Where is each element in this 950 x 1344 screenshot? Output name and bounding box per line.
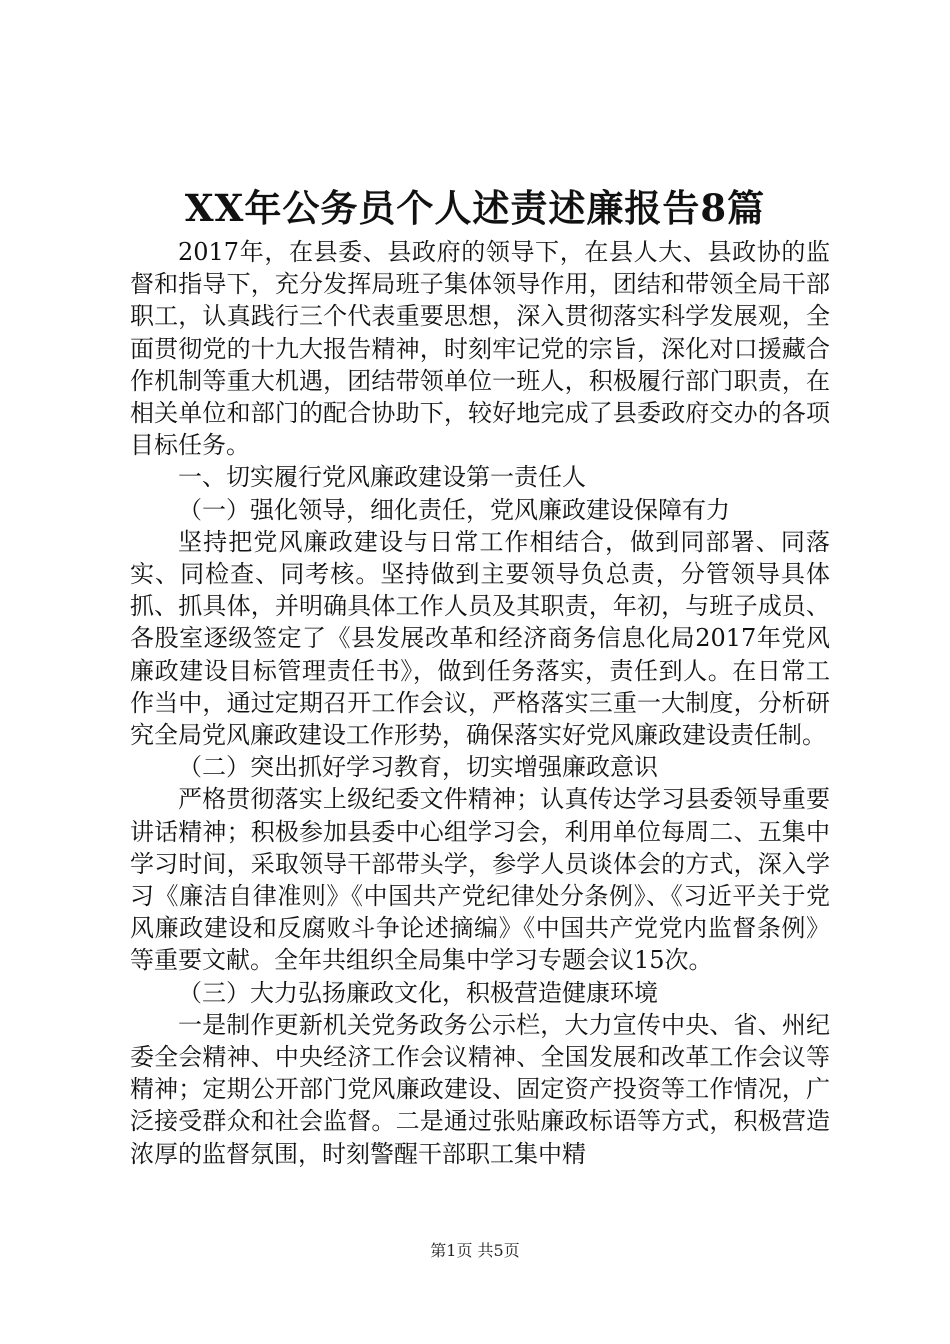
paragraph-body-3: 一是制作更新机关党务政务公示栏，大力宣传中央、省、州纪委全会精神、中央经济工作会议精神、全国发展和改革工作会议等精神；定期公开部门党风廉政建设、固定资产投资等工作情况，广泛接受群众和社会监督。二是通过张贴廉政标语等方式，积极营造浓厚的监督氛围，时刻警醒干部职工集中精 <box>130 1010 830 1168</box>
paragraph-intro: 2017年，在县委、县政府的领导下，在县人大、县政协的监督和指导下，充分发挥局班子集体领导作用，团结和带领全局干部职工，认真践行三个代表重要思想，深入贯彻落实科学发展观，全面贯彻党的十九大报告精神，时刻牢记党的宗旨，深化对口援藏合作机制等重大机遇，团结带领单位一班人，积极履行部门职责，在相关单位和部门的配合协助下，较好地完成了县委政府交办的各项目标任务。 <box>130 238 830 460</box>
paragraph-body-2: 严格贯彻落实上级纪委文件精神；认真传达学习县委领导重要讲话精神；积极参加县委中心组学习会，利用单位每周二、五集中学习时间，采取领导干部带头学，参学人员谈体会的方式，深入学习《廉洁自律准则》《中国共产党纪律处分条例》、《习近平关于党风廉政建设和反腐败斗争论述摘编》《中国共产党党内监督条例》等重要文献。全年共组织全局集中学习专题会议15次。 <box>130 785 830 975</box>
subsection-heading-2: （二）突出抓好学习教育，切实增强廉政意识 <box>178 753 658 782</box>
document-title: XX年公务员个人述责述廉报告8篇 <box>184 186 766 230</box>
subsection-heading-1: （一）强化领导，细化责任，党风廉政建设保障有力 <box>178 495 730 524</box>
document-body <box>130 236 830 1170</box>
subsection-heading-3: （三）大力弘扬廉政文化，积极营造健康环境 <box>178 978 658 1007</box>
section-heading-1: 一、切实履行党风廉政建设第一责任人 <box>178 463 586 492</box>
page-footer: 第1页 共5页 <box>430 1241 520 1260</box>
paragraph-body-1: 坚持把党风廉政建设与日常工作相结合，做到同部署、同落实、同检查、同考核。坚持做到主要领导负总责，分管领导具体抓、抓具体，并明确具体工作人员及其职责，年初，与班子成员、各股室逐级签定了《县发展改革和经济商务信息化局2017年党风廉政建设目标管理责任书》，做到任务落实，责任到人。在日常工作当中，通过定期召开工作会议，严格落实三重一大制度，分析研究全局党风廉政建设工作形势，确保落实好党风廉政建设责任制。 <box>130 527 830 750</box>
